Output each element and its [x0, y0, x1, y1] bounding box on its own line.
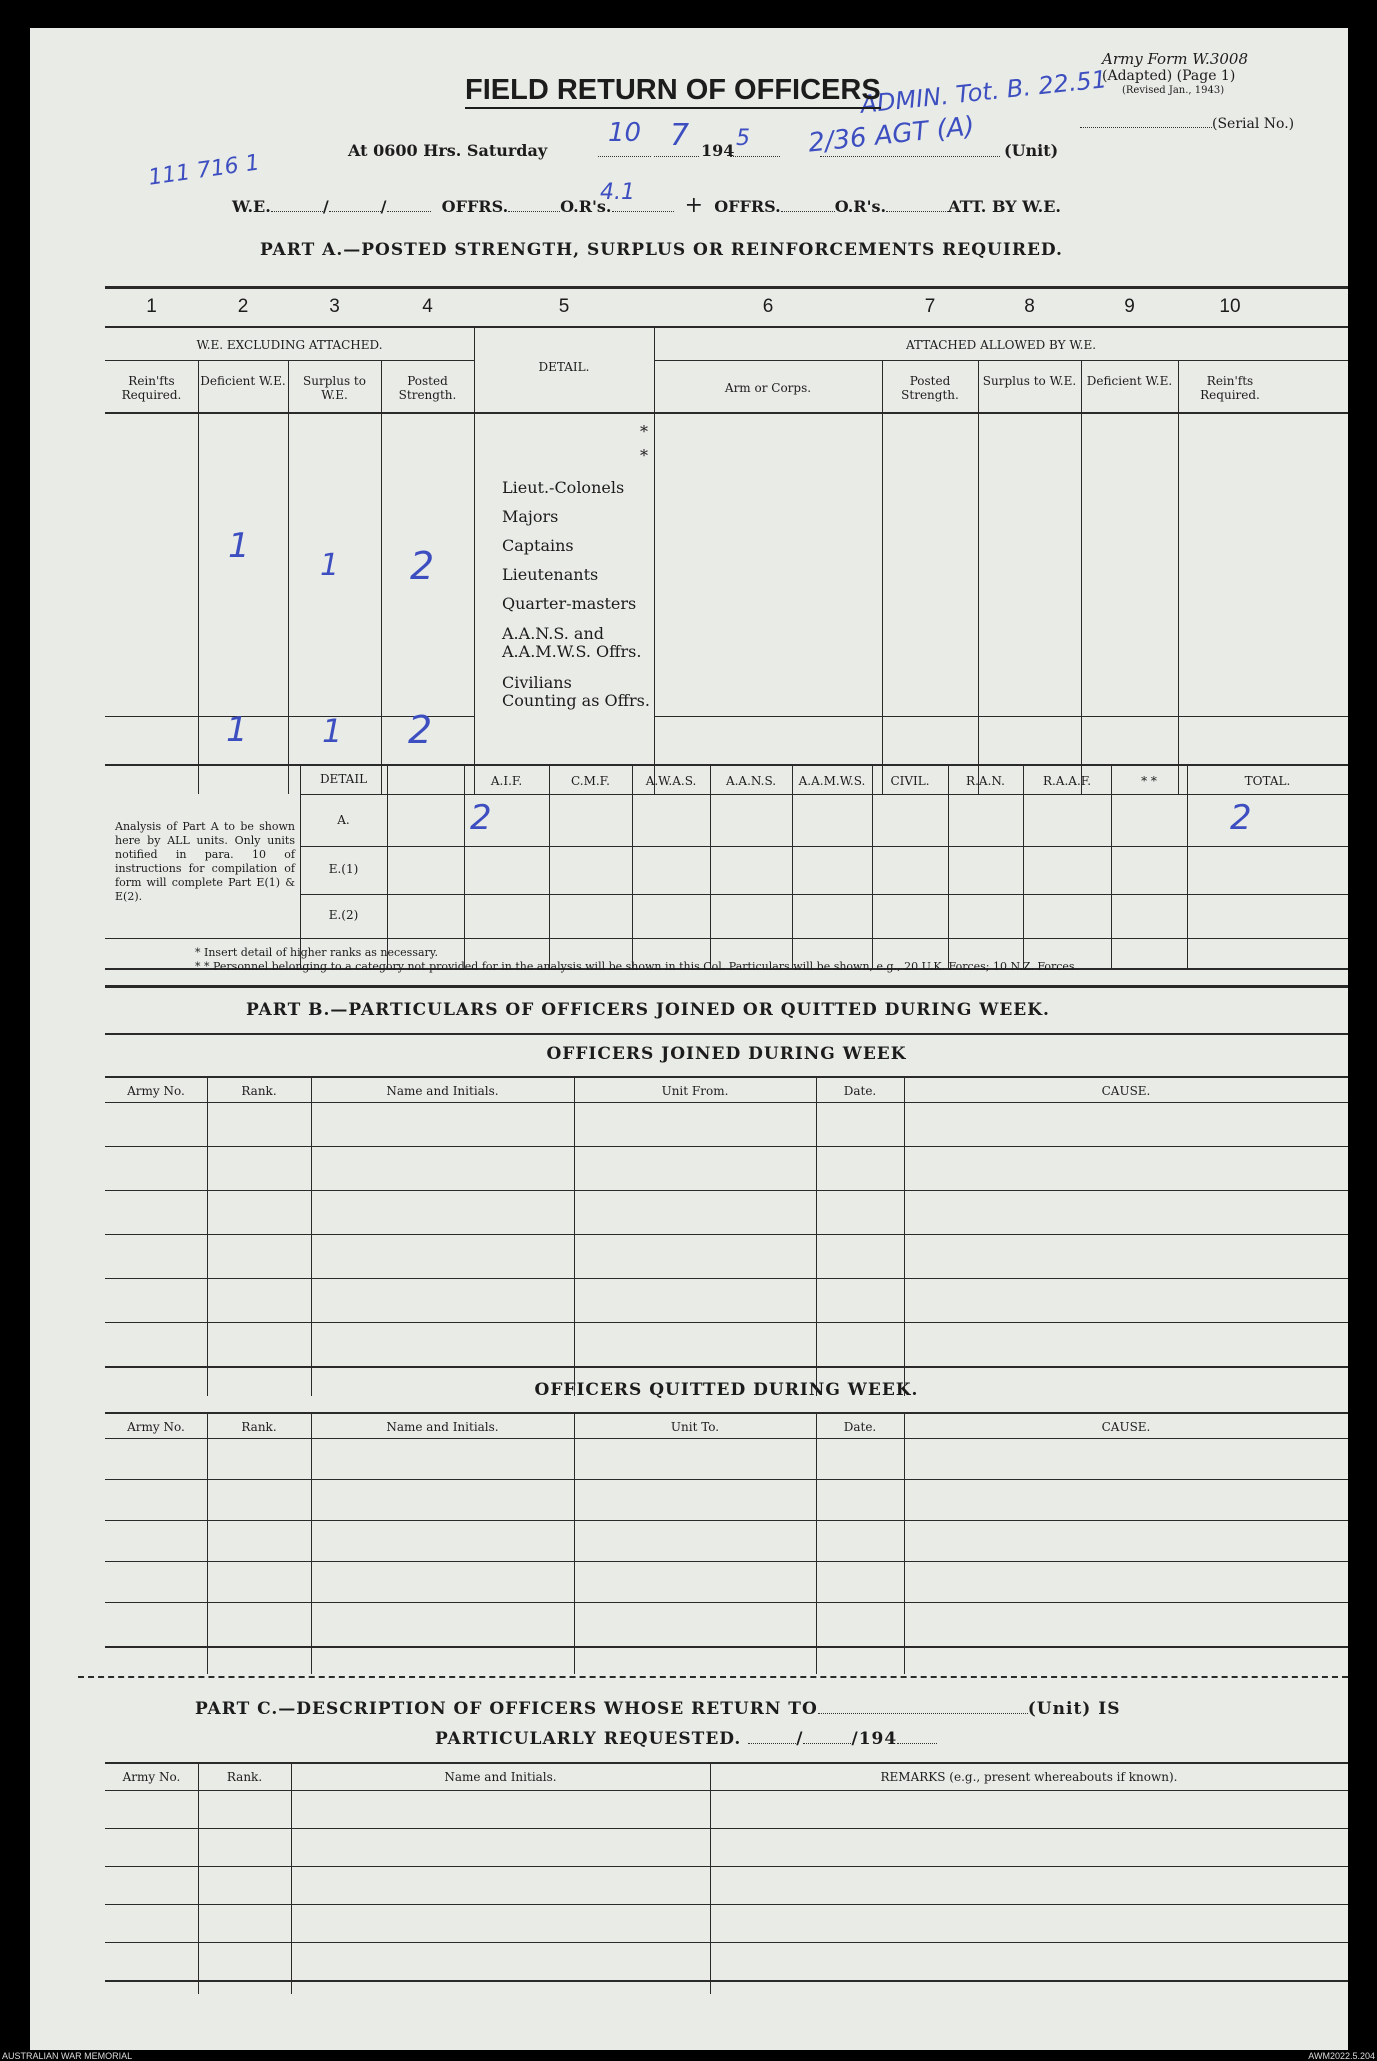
plus-sign: +: [684, 193, 704, 218]
table-row: [105, 1479, 1348, 1480]
hand-aif: 2: [470, 798, 492, 838]
quitted-col-army-no: Army No.: [127, 1420, 185, 1434]
rule: [105, 938, 1348, 939]
rank-aans: A.A.N.S. and A.A.M.W.S. Offrs.: [502, 624, 642, 661]
joined-col-unit-from: Unit From.: [661, 1084, 729, 1098]
rule: [105, 1980, 1348, 1982]
footnote-1: * Insert detail of higher ranks as necessary.: [195, 946, 439, 959]
part-c-col-rank: Rank.: [226, 1770, 263, 1784]
rule: [288, 360, 289, 794]
at-label: At 0600 Hrs. Saturday: [348, 141, 548, 160]
column-numbers: [105, 296, 1348, 320]
rule: [978, 360, 979, 794]
we-excluding-header: W.E. EXCLUDING ATTACHED.: [196, 338, 383, 352]
col-head-deficient: Deficient W.E.: [200, 374, 286, 388]
rule: [381, 360, 382, 794]
table-row: [105, 1790, 1348, 1791]
rank-qm: Quarter-masters: [502, 594, 637, 613]
analysis-col-other: * *: [1141, 774, 1157, 788]
unit-field[interactable]: [820, 156, 1000, 157]
rule: [816, 1076, 817, 1396]
rule: [105, 1033, 1348, 1035]
rule: [105, 412, 1348, 414]
footnote-2: * * Personnel belonging to a category not provided for in the analysis will be shown in this Col. Particulars will be shown, e.g., 20 U.K. Forces; 10 N.Z. Forces.: [195, 960, 1079, 973]
table-row: [105, 1561, 1348, 1562]
serial-label: (Serial No.): [1212, 116, 1295, 132]
hand-total-posted: 2: [408, 708, 433, 752]
rule: [198, 360, 199, 794]
part-a-title: PART A.—POSTED STRENGTH, SURPLUS OR REINFORCEMENTS REQUIRED.: [260, 240, 1063, 260]
year-label: 194: [701, 141, 735, 160]
att-label: ATT. BY W.E.: [948, 197, 1061, 216]
rank-lt-col: Lieut.-Colonels: [502, 478, 625, 497]
rule: [300, 894, 1348, 895]
handwritten-year: 5: [736, 126, 750, 151]
col-num: 2: [237, 296, 249, 317]
rule: [105, 764, 1348, 766]
rule: [574, 1412, 575, 1674]
rule: [207, 1076, 208, 1396]
rule: [882, 360, 883, 794]
we-label: W.E.: [232, 197, 271, 216]
rule: [105, 326, 1348, 328]
col-num: 1: [146, 296, 157, 317]
rank-captain: Captains: [502, 536, 574, 555]
col-head-surplus: Surplus to W.E.: [303, 374, 366, 402]
month-field[interactable]: [654, 156, 699, 157]
table-row: [105, 1322, 1348, 1323]
analysis-col-cmf: C.M.F.: [571, 774, 610, 788]
rule: [654, 326, 655, 794]
part-c-line2: PARTICULARLY REQUESTED. / /194: [435, 1729, 937, 1749]
analysis-col-civil: CIVIL.: [890, 774, 930, 788]
rule: [654, 716, 1348, 717]
part-c-month-field[interactable]: [803, 1743, 851, 1744]
offrs-field-2[interactable]: [781, 211, 835, 212]
day-field[interactable]: [598, 156, 651, 157]
table-row: [105, 1146, 1348, 1147]
quitted-col-date: Date.: [843, 1420, 877, 1434]
rule: [105, 1646, 1348, 1648]
year-field[interactable]: [730, 156, 780, 157]
rule: [574, 1076, 575, 1396]
rule: [198, 1762, 199, 1994]
col-head-surplus-att: Surplus to W.E.: [982, 374, 1077, 388]
analysis-col-ran: R.A.N.: [966, 774, 1005, 788]
ors-field[interactable]: [612, 211, 674, 212]
table-row: [105, 1828, 1348, 1829]
rule: [300, 846, 1348, 847]
joined-col-cause: CAUSE.: [1101, 1084, 1151, 1098]
col-num: 7: [924, 296, 936, 317]
col-head-deficient-att: Deficient W.E.: [1086, 374, 1173, 388]
rule: [105, 286, 1348, 289]
part-c-col-remarks: REMARKS (e.g., present whereabouts if known).: [880, 1770, 1178, 1784]
analysis-row-e1: E.(1): [328, 862, 359, 876]
form-adapted: (Adapted) (Page 1): [1102, 68, 1236, 84]
col-num: 9: [1124, 296, 1135, 317]
joined-col-rank: Rank.: [241, 1084, 277, 1098]
hand-posted: 2: [410, 544, 435, 588]
hand-total-deficient: 1: [226, 710, 248, 750]
rule: [105, 1412, 1348, 1414]
table-row: [105, 1102, 1348, 1103]
we-field-2[interactable]: [329, 211, 381, 212]
rule: [300, 794, 1348, 795]
unit-label: (Unit): [1004, 141, 1059, 160]
we-field-3[interactable]: [387, 211, 431, 212]
form-title: FIELD RETURN OF OFFICERS: [465, 74, 881, 109]
part-c-requested: PARTICULARLY REQUESTED.: [435, 1729, 742, 1749]
part-c-title: PART C.—DESCRIPTION OF OFFICERS WHOSE RETURN TO: [195, 1699, 818, 1719]
rule: [474, 326, 475, 794]
handwritten-margin-2: 4.1: [600, 180, 635, 205]
joined-col-name: Name and Initials.: [386, 1084, 499, 1098]
analysis-note: Analysis of Part A to be shown here by ALL units. Only units notified in para. 10 of instructions for compilation of form will complete Part E(1) & E(2).: [115, 820, 295, 903]
hand-total-surplus: 1: [322, 712, 343, 750]
quitted-title: OFFICERS QUITTED DURING WEEK.: [534, 1380, 919, 1400]
table-row: [105, 1602, 1348, 1603]
col-num: 6: [762, 296, 774, 317]
table-row: [105, 1866, 1348, 1867]
quitted-col-cause: CAUSE.: [1101, 1420, 1151, 1434]
col-head-reinfts: Rein'fts Required.: [121, 374, 182, 402]
form-id: Army Form W.3008: [1102, 50, 1248, 68]
rule: [710, 1762, 711, 1994]
analysis-row-a: A.: [337, 813, 350, 827]
part-c-year: 194: [858, 1729, 898, 1749]
rule: [207, 1412, 208, 1674]
table-row: [105, 1904, 1348, 1905]
col-head-posted-att: Posted Strength.: [901, 374, 959, 402]
we-field-1[interactable]: [271, 211, 323, 212]
part-c-col-name: Name and Initials.: [444, 1770, 557, 1784]
analysis-col-aamws: A.A.M.W.S.: [798, 774, 866, 788]
rule: [904, 1076, 905, 1396]
rule: [1178, 360, 1179, 794]
table-row: [105, 1234, 1348, 1235]
col-head-arm: Arm or Corps.: [724, 381, 812, 395]
offrs-label-2: OFFRS.: [714, 197, 781, 216]
joined-col-army-no: Army No.: [127, 1084, 185, 1098]
handwritten-serial: ADMIN. Tot. B. 22.51: [859, 65, 1109, 119]
ors-label: O.R's.: [560, 197, 612, 216]
cut-line: [78, 1676, 1348, 1678]
attached-allowed-header: ATTACHED ALLOWED BY W.E.: [905, 338, 1097, 352]
part-c-day-field[interactable]: [748, 1743, 796, 1744]
rule: [105, 360, 474, 361]
analysis-col-aif: A.I.F.: [490, 774, 523, 788]
rule: [654, 360, 1348, 361]
ors-field-2[interactable]: [886, 211, 948, 212]
handwritten-unit: 2/36 AGT (A): [806, 111, 976, 159]
handwritten-month: 7: [670, 118, 690, 153]
we-line: W.E. / / OFFRS. O.R's. + OFFRS. O.R's. ATT. BY W.E.: [232, 193, 1061, 218]
form-revised: (Revised Jan., 1943): [1122, 85, 1225, 96]
rule: [291, 1762, 292, 1994]
handwritten-day: 10: [608, 118, 642, 148]
joined-col-date: Date.: [843, 1084, 877, 1098]
offrs-label: OFFRS.: [441, 197, 509, 216]
star-2: *: [640, 446, 648, 465]
handwritten-margin: 111 716 1: [146, 150, 262, 191]
rule: [1081, 360, 1082, 794]
part-c-unit-field[interactable]: [818, 1713, 1028, 1714]
analysis-col-aans: A.A.N.S.: [725, 774, 777, 788]
col-num: 3: [329, 296, 340, 317]
table-row: [105, 1190, 1348, 1191]
quitted-col-unit-to: Unit To.: [670, 1420, 720, 1434]
analysis-detail-header: DETAIL: [319, 772, 368, 786]
part-c-year-field[interactable]: [897, 1743, 937, 1744]
offrs-field[interactable]: [508, 211, 560, 212]
col-num: 5: [558, 296, 570, 317]
form-sheet: [30, 28, 1348, 2050]
analysis-row-e2: E.(2): [328, 908, 359, 922]
part-c-unit-is: (Unit) IS: [1027, 1699, 1121, 1719]
footer-left: AUSTRALIAN WAR MEMORIAL: [2, 2051, 133, 2061]
table-row: [105, 1438, 1348, 1439]
table-row: [105, 1278, 1348, 1279]
rule: [105, 985, 1348, 988]
rank-lieutenant: Lieutenants: [502, 565, 599, 584]
hand-total: 2: [1230, 798, 1252, 838]
table-row: [105, 1942, 1348, 1943]
rule: [311, 1076, 312, 1396]
quitted-col-name: Name and Initials.: [386, 1420, 499, 1434]
col-num: 8: [1024, 296, 1035, 317]
detail-header: DETAIL.: [538, 360, 590, 374]
col-head-posted: Posted Strength.: [398, 374, 457, 402]
footer-right: AWM2022.5.204: [1308, 2051, 1375, 2061]
part-c-col-army-no: Army No.: [122, 1770, 181, 1784]
ors-label-2: O.R's.: [834, 197, 887, 216]
hand-surplus: 1: [320, 548, 340, 583]
part-c-line1: [195, 1699, 1121, 1719]
table-row: [105, 1520, 1348, 1521]
rank-civilians: Civilians Counting as Offrs.: [502, 673, 650, 710]
star-1: *: [640, 422, 648, 441]
analysis-col-total: TOTAL.: [1244, 774, 1291, 788]
col-head-reinfts-att: Rein'fts Required.: [1200, 374, 1260, 402]
joined-title: OFFICERS JOINED DURING WEEK: [546, 1044, 907, 1064]
col-num: 10: [1219, 296, 1241, 317]
analysis-col-awas: A.W.A.S.: [645, 774, 697, 788]
analysis-col-raaf: R.A.A.F.: [1042, 774, 1092, 788]
rule: [311, 1412, 312, 1674]
rule: [105, 1076, 1348, 1078]
quitted-col-rank: Rank.: [241, 1420, 277, 1434]
part-b-title: PART B.—PARTICULARS OF OFFICERS JOINED OR QUITTED DURING WEEK.: [246, 1000, 1050, 1020]
rank-major: Majors: [502, 507, 559, 526]
col-num: 4: [422, 296, 433, 317]
rule: [105, 1366, 1348, 1368]
rule: [904, 1412, 905, 1674]
hand-deficient: 1: [228, 526, 250, 566]
rule: [816, 1412, 817, 1674]
serial-field[interactable]: [1080, 116, 1294, 132]
